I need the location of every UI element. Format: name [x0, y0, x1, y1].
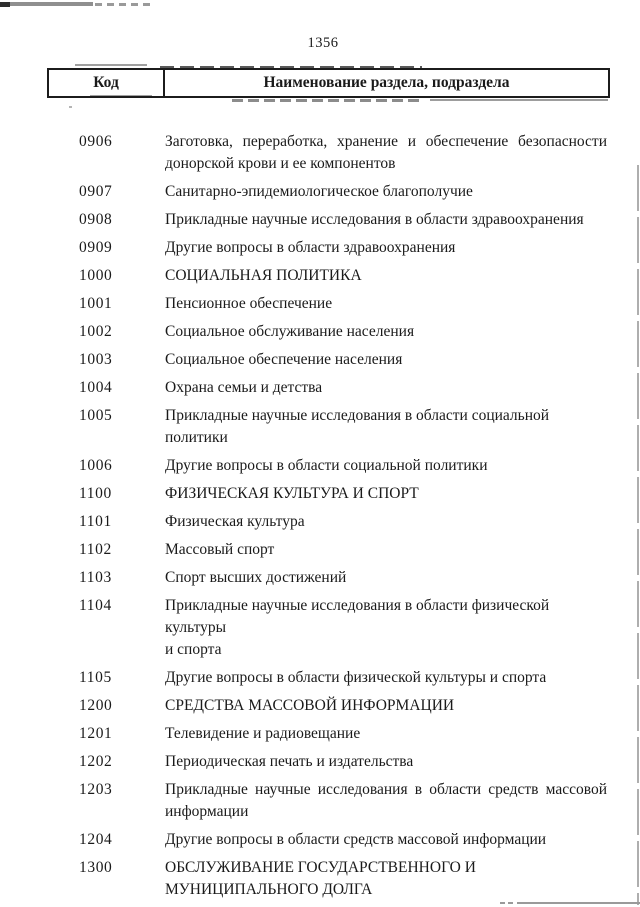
table-row [79, 265, 607, 287]
scan-artifact-top-dashes [95, 3, 150, 6]
row-name-line: Другие вопросы в области физической культуры и спорта [165, 669, 547, 686]
row-code: 1003 [79, 351, 113, 368]
row-name [165, 181, 607, 203]
column-header-code: Код [49, 70, 165, 96]
row-code: 1005 [79, 407, 113, 424]
row-name-line: информации [165, 803, 249, 820]
row-name-line: Физическая культура [165, 513, 305, 530]
row-name [165, 539, 607, 561]
row-name-line: Другие вопросы в области здравоохранения [165, 239, 456, 256]
table-row [79, 237, 607, 259]
row-code: 1200 [79, 697, 113, 714]
row-code: 1105 [79, 669, 112, 686]
row-name-line: Охрана семьи и детства [165, 379, 323, 396]
table-row [79, 181, 607, 203]
row-name-line: Заготовка, переработка, хранение и обеспечение безопасности [165, 133, 607, 150]
table-row [79, 667, 607, 689]
row-name [165, 237, 607, 259]
row-name [165, 131, 607, 175]
row-code: 1101 [79, 513, 112, 530]
row-code: 0907 [79, 183, 113, 200]
row-name-line: Пенсионное обеспечение [165, 295, 333, 312]
row-code: 1001 [79, 295, 113, 312]
table-row [79, 779, 607, 823]
row-name [165, 405, 607, 449]
page-number: 1356 [307, 35, 339, 51]
row-name [165, 511, 607, 533]
row-code: 1103 [79, 569, 112, 586]
row-name [165, 857, 607, 901]
scan-artifact-header-dash [232, 99, 420, 102]
scan-artifact-dot [69, 106, 72, 108]
table-header [47, 68, 610, 98]
row-name-line: Спорт высших достижений [165, 569, 347, 586]
row-name-line: Другие вопросы в области средств массовой информации [165, 831, 547, 848]
table-row [79, 405, 607, 449]
table-row [79, 829, 607, 851]
row-code: 1004 [79, 379, 113, 396]
scan-artifact-header-dash [75, 64, 147, 66]
row-code: 1006 [79, 457, 113, 474]
row-code: 1100 [79, 485, 112, 502]
scan-artifact-header-dash [430, 99, 608, 101]
row-name [165, 567, 607, 589]
scan-artifact-top-strip [0, 2, 93, 6]
row-name-line: МУНИЦИПАЛЬНОГО ДОЛГА [165, 881, 373, 898]
row-code: 1300 [79, 859, 113, 876]
table-row [79, 321, 607, 343]
row-name-line: Социальное обслуживание населения [165, 323, 415, 340]
table-row [79, 595, 607, 661]
row-code: 0906 [79, 133, 113, 150]
row-name [165, 595, 607, 661]
column-header-name: Наименование раздела, подраздела [263, 74, 510, 91]
row-name [165, 455, 607, 477]
row-code: 1104 [79, 597, 112, 614]
table-row [79, 483, 607, 505]
row-name-line: СРЕДСТВА МАССОВОЙ ИНФОРМАЦИИ [165, 697, 455, 714]
row-name-line: Телевидение и радиовещание [165, 725, 361, 742]
table-row [79, 377, 607, 399]
row-code: 1000 [79, 267, 113, 284]
row-name-line: Прикладные научные исследования в области физической культуры [165, 597, 550, 636]
scan-artifact-top-strip-cap [0, 2, 10, 7]
row-name-line: Периодическая печать и издательства [165, 753, 414, 770]
row-name [165, 321, 607, 343]
table-row [79, 751, 607, 773]
row-code: 1202 [79, 753, 113, 770]
row-name-line: Социальное обеспечение населения [165, 351, 403, 368]
row-name-line: и спорта [165, 641, 222, 658]
row-name [165, 751, 607, 773]
row-name [165, 779, 607, 823]
table-row [79, 131, 607, 175]
table-row [79, 511, 607, 533]
scan-artifact-right-edge [637, 165, 639, 905]
table-row [79, 567, 607, 589]
table-row [79, 723, 607, 745]
row-code: 1102 [79, 541, 112, 558]
table-row [79, 349, 607, 371]
table-row [79, 857, 607, 901]
row-code: 0908 [79, 211, 113, 228]
table-row [79, 209, 607, 231]
row-code: 1204 [79, 831, 113, 848]
row-name-line: Санитарно-эпидемиологическое благополучие [165, 183, 473, 200]
row-name [165, 209, 607, 231]
row-name [165, 829, 607, 851]
row-code: 0909 [79, 239, 113, 256]
row-name-line: СОЦИАЛЬНАЯ ПОЛИТИКА [165, 267, 362, 284]
row-code: 1203 [79, 781, 113, 798]
row-name-line: ФИЗИЧЕСКАЯ КУЛЬТУРА И СПОРТ [165, 485, 419, 502]
table-row [79, 539, 607, 561]
table-body [79, 131, 607, 907]
row-name [165, 723, 607, 745]
row-name-line: Массовый спорт [165, 541, 275, 558]
row-name [165, 265, 607, 287]
row-name-line: ОБСЛУЖИВАНИЕ ГОСУДАРСТВЕННОГО И [165, 859, 476, 876]
row-name [165, 349, 607, 371]
row-name-line: Другие вопросы в области социальной политики [165, 457, 488, 474]
table-row [79, 293, 607, 315]
row-code: 1201 [79, 725, 113, 742]
row-name [165, 293, 607, 315]
row-name-line: донорской крови и ее компонентов [165, 155, 396, 172]
row-name [165, 667, 607, 689]
table-row [79, 455, 607, 477]
row-name [165, 483, 607, 505]
row-name [165, 377, 607, 399]
row-name-line: Прикладные научные исследования в области здравоохранения [165, 211, 584, 228]
row-name-line: Прикладные научные исследования в области средств массовой [165, 781, 607, 798]
row-name-line: Прикладные научные исследования в области социальной политики [165, 407, 550, 446]
row-code: 1002 [79, 323, 113, 340]
row-name [165, 695, 607, 717]
table-row [79, 695, 607, 717]
